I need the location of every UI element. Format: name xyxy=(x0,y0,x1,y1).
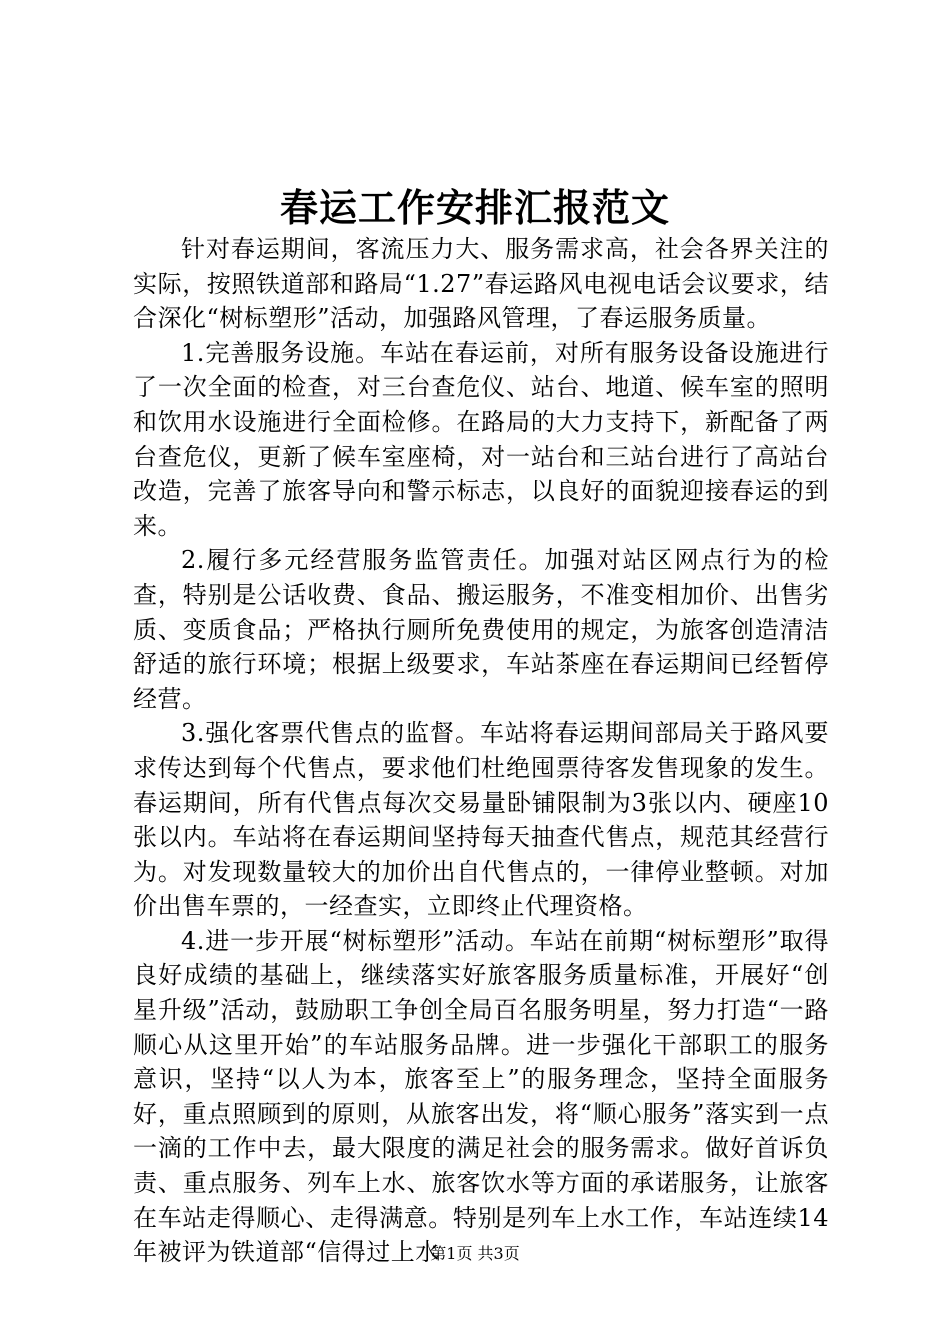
paragraph-item-4: 4.进一步开展“树标塑形”活动。车站在前期“树标塑形”取得良好成绩的基础上，继续落实好旅客服务质量标准，开展好“创星升级”活动，鼓励职工争创全局百名服务明星，努力打造“一路顺心从这里开始”的车站服务品牌。进一步强化干部职工的服务意识，坚持“以人为本，旅客至上”的服务理念，坚持全面服务好，重点照顾到的原则，从旅客出发，将“顺心服务”落实到一点一滴的工作中去，最大限度的满足社会的服务需求。做好首诉负责、重点服务、列车上水、旅客饮水等方面的承诺服务，让旅客在车站走得顺心、走得满意。特别是列车上水工作，车站连续14年被评为铁道部“信得过上水 xyxy=(133,926,829,1267)
paragraph-intro: 针对春运期间，客流压力大、服务需求高，社会各界关注的实际，按照铁道部和路局“1.27”春运路风电视电话会议要求，结合深化“树标塑形”活动，加强路风管理，了春运服务质量。 xyxy=(133,235,829,333)
paragraph-item-3: 3.强化客票代售点的监督。车站将春运期间部局关于路风要求传达到每个代售点，要求他们杜绝囤票待客发售现象的发生。春运期间，所有代售点每次交易量卧铺限制为3张以内、硬座10张以内。车站将在春运期间坚持每天抽查代售点，规范其经营行为。对发现数量较大的加价出自代售点的，一律停业整顿。对加价出售车票的，一经查实，立即终止代理资格。 xyxy=(133,719,829,921)
paragraph-item-2: 2.履行多元经营服务监管责任。加强对站区网点行为的检查，特别是公话收费、食品、搬运服务，不准变相加价、出售劣质、变质食品；严格执行厕所免费使用的规定，为旅客创造清洁舒适的旅行环境；根据上级要求，车站茶座在春运期间已经暂停经营。 xyxy=(133,546,829,713)
document-body xyxy=(133,232,829,1270)
document-title: 春运工作安排汇报范文 xyxy=(279,185,670,230)
paragraph-item-1: 1.完善服务设施。车站在春运前，对所有服务设备设施进行了一次全面的检查，对三台查危仪、站台、地道、候车室的照明和饮用水设施进行全面检修。在路局的大力支持下，新配备了两台查危仪，更新了候车室座椅，对一站台和三站台进行了高站台改造，完善了旅客导向和警示标志，以良好的面貌迎接春运的到来。 xyxy=(133,338,829,540)
page-number: 第1页 共3页 xyxy=(430,1244,520,1263)
